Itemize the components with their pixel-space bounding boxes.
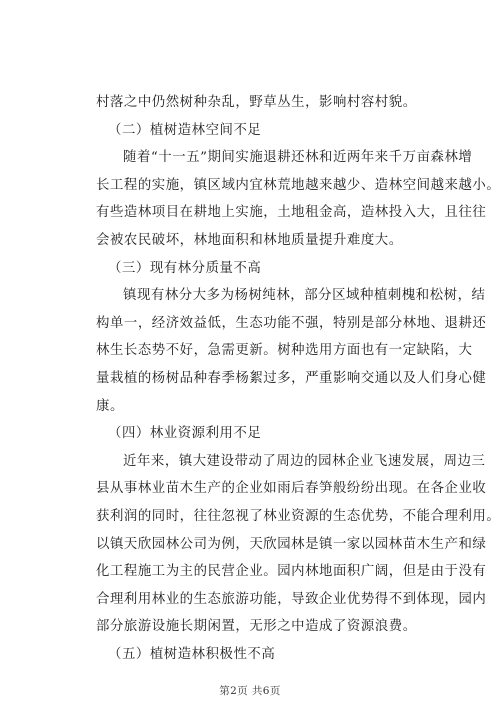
text-line: 县从事林业苗木生产的企业如雨后春笋般纷纷出现。在各企业收	[96, 481, 487, 497]
heading-text: （四）林业资源利用不足	[108, 426, 262, 442]
text-line: 康。	[96, 398, 124, 414]
text-line: 近年来，镇大建设带动了周边的园林企业飞速发展，周边三	[123, 453, 486, 469]
heading-text: （五）植树造林积极性不高	[108, 646, 276, 662]
text-line: 会被农民破坏，林地面积和林地质量提升难度大。	[96, 232, 403, 248]
paragraph	[96, 282, 487, 420]
text-line: 量栽植的杨树品种春季杨絮过多，严重影响交通以及人们身心健	[96, 370, 487, 386]
text-line: 获利润的同时，往往忽视了林业资源的生态优势，不能合理利用。	[96, 508, 500, 524]
text-line: 村落之中仍然树种杂乱，野草丛生，影响村容村貌。	[96, 95, 417, 110]
paragraph-continued	[96, 89, 417, 117]
text-line: 随着“十一五”期间实施退耕还林和近两年来千万亩森林增	[123, 150, 473, 166]
text-line: 林生长态势不好，急需更新。树种选用方面也有一定缺陷，大	[96, 343, 473, 359]
text-line: 以镇天欣园林公司为例，天欣园林是镇一家以园林苗木生产和绿	[96, 536, 487, 552]
section-heading-4	[96, 420, 404, 448]
paragraph	[96, 448, 500, 641]
page-footer: 第2页 共6页	[219, 685, 281, 697]
paragraph	[96, 144, 500, 254]
text-line: 部分旅游设施长期闲置，无形之中造成了资源浪费。	[96, 619, 417, 635]
text-line: 镇现有林分大多为杨树纯林，部分区域种植刺槐和松树，结	[123, 288, 486, 304]
text-line: 长工程的实施，镇区域内宜林荒地越来越少、造林空间越来越小。	[96, 177, 500, 193]
text-line: 合理利用林业的生态旅游功能，导致企业优势得不到体现，园内	[96, 591, 487, 607]
section-heading-5	[96, 641, 404, 669]
heading-text: （三）现有林分质量不高	[108, 260, 262, 276]
document-body	[96, 89, 500, 668]
text-line: 化工程施工为主的民营企业。园内林地面积广阔，但是由于没有	[96, 564, 487, 580]
text-line: 有些造林项目在耕地上实施，土地租金高，造林投入大，且往往	[96, 205, 487, 221]
section-heading-3	[96, 255, 404, 283]
section-heading-2	[96, 117, 404, 145]
text-line: 构单一，经济效益低，生态功能不强，特别是部分林地、退耕还	[96, 315, 487, 331]
heading-text: （二）植树造林空间不足	[108, 122, 262, 138]
